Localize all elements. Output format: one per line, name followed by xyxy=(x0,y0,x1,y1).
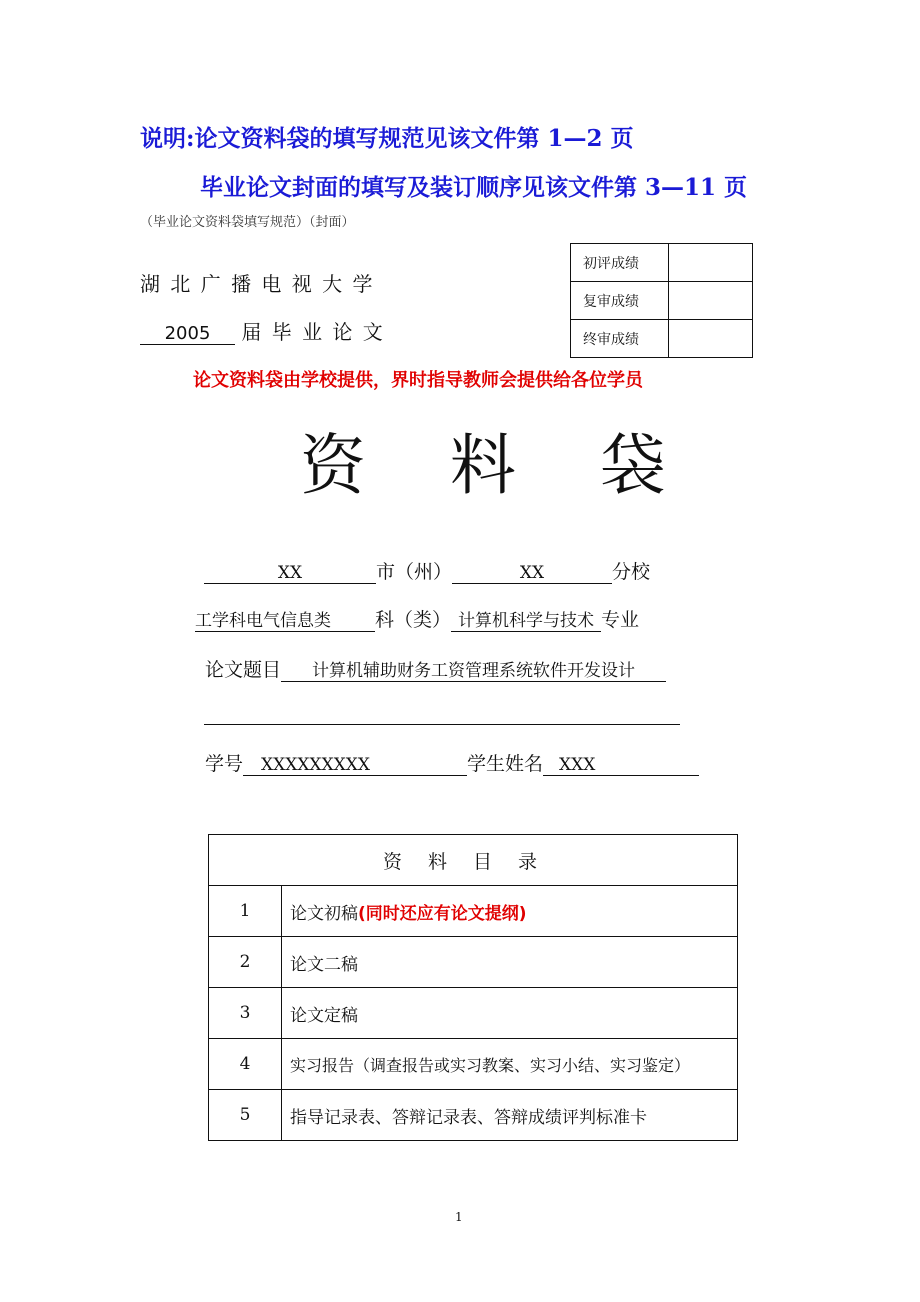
contents-table xyxy=(208,834,738,1141)
topic-label: 论文题目 xyxy=(205,659,282,681)
note-line-1: 说明:论文资料袋的填写规范见该文件第 1—2 页 xyxy=(140,125,634,152)
note-line-2: 毕业论文封面的填写及装订顺序见该文件第 3—11 页 xyxy=(200,174,748,201)
city-branch-line xyxy=(204,557,650,584)
student-name-field[interactable]: XXX xyxy=(543,755,699,776)
contents-header: 资料目录 xyxy=(209,835,738,886)
contents-number: 5 xyxy=(209,1090,282,1141)
contents-item-text: 实习报告（调查报告或实习教案、实习小结、实习鉴定） xyxy=(290,1055,691,1075)
university-name: 湖 北 广 播 电 视 大 学 xyxy=(140,272,375,296)
contents-item xyxy=(282,886,738,937)
category-field[interactable]: 工学科电气信息类 xyxy=(195,606,375,632)
contents-item xyxy=(282,937,738,988)
grade-value[interactable] xyxy=(669,244,753,282)
contents-number: 3 xyxy=(209,988,282,1039)
branch-label: 分校 xyxy=(612,561,651,583)
topic-line xyxy=(205,655,666,682)
grade-row xyxy=(571,320,753,358)
contents-item-text: 论文定稿 xyxy=(290,1005,358,1026)
contents-item-text: 论文初稿 xyxy=(290,903,358,924)
contents-number: 2 xyxy=(209,937,282,988)
category-label: 科（类） xyxy=(375,609,452,631)
contents-item xyxy=(282,1039,738,1090)
category-major-line xyxy=(195,605,639,632)
contents-number: 4 xyxy=(209,1039,282,1090)
contents-header-row xyxy=(209,835,738,886)
city-label: 市（州） xyxy=(376,561,453,583)
student-id-field[interactable]: XXXXXXXXX xyxy=(243,755,467,776)
contents-item-text: 指导记录表、答辩记录表、答辩成绩评判标准卡 xyxy=(290,1107,647,1128)
grade-label: 复审成绩 xyxy=(571,282,669,320)
contents-row xyxy=(209,988,738,1039)
major-label: 专业 xyxy=(601,609,640,631)
red-notice: 论文资料袋由学校提供，界时指导教师会提供给各位学员 xyxy=(193,370,643,391)
grade-row xyxy=(571,282,753,320)
contents-item xyxy=(282,988,738,1039)
contents-row xyxy=(209,886,738,937)
grade-value[interactable] xyxy=(669,320,753,358)
contents-row xyxy=(209,1090,738,1141)
grade-row xyxy=(571,244,753,282)
topic-field[interactable]: 计算机辅助财务工资管理系统软件开发设计 xyxy=(281,656,666,682)
contents-item-note: (同时还应有论文提纲) xyxy=(358,903,527,924)
grade-label: 初评成绩 xyxy=(571,244,669,282)
student-line xyxy=(205,749,699,776)
student-name-label: 学生姓名 xyxy=(467,753,544,775)
student-id-label: 学号 xyxy=(205,753,244,775)
big-title: 资 料 袋 xyxy=(300,427,666,504)
subtitle: （毕业论文资料袋填写规范）（封面） xyxy=(140,215,355,230)
contents-item xyxy=(282,1090,738,1141)
branch-field[interactable]: XX xyxy=(452,563,612,584)
grade-table xyxy=(570,243,753,358)
session-line xyxy=(140,316,385,345)
grade-label: 终审成绩 xyxy=(571,320,669,358)
grade-value[interactable] xyxy=(669,282,753,320)
session-year: 2005 xyxy=(140,323,235,345)
contents-row xyxy=(209,1039,738,1090)
topic-continuation-line xyxy=(204,724,680,725)
contents-number: 1 xyxy=(209,886,282,937)
contents-row xyxy=(209,937,738,988)
major-field[interactable]: 计算机科学与技术 xyxy=(451,606,601,632)
session-suffix: 届 毕 业 论 文 xyxy=(241,320,385,344)
page-number: 1 xyxy=(455,1210,463,1224)
contents-item-text: 论文二稿 xyxy=(290,954,358,975)
city-field[interactable]: XX xyxy=(204,563,376,584)
